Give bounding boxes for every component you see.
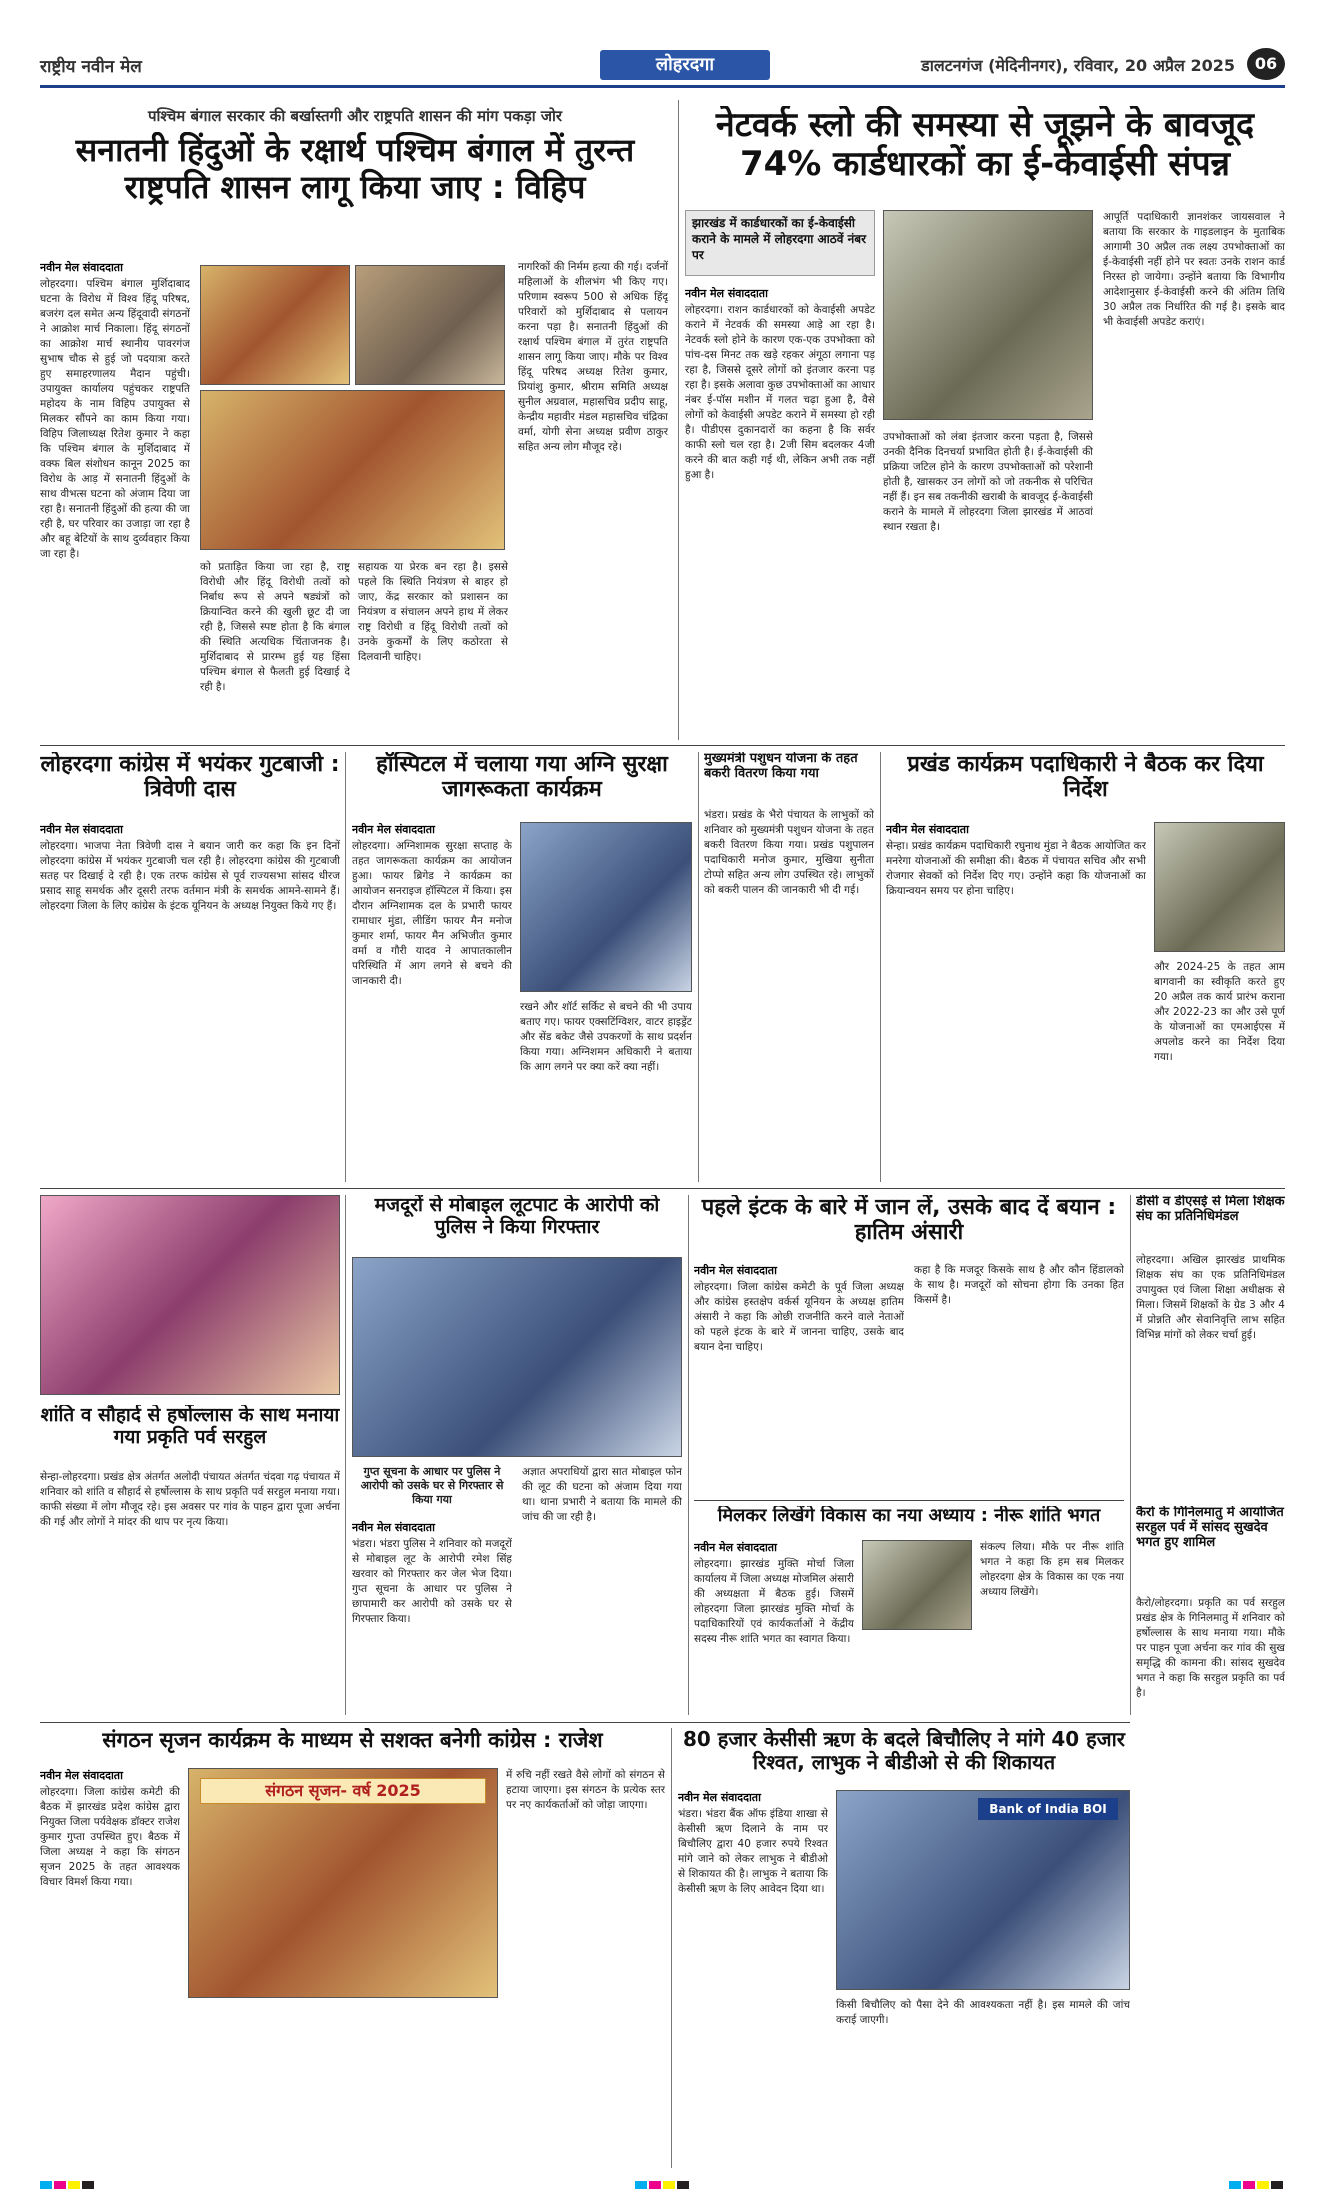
column-divider <box>880 752 881 1182</box>
byline: नवीन मेल संवाददाता <box>40 823 123 836</box>
story-body-2: किसी बिचौलिए को पैसा देने की आवश्यकता नहीं है। इस मामले की जांच कराई जाएगी। <box>836 1999 1130 2026</box>
story-body-col2: को प्रताड़ित किया जा रहा है, राष्ट्र विरोधी और हिंदू विरोधी तत्वों को निर्बाध रूप से अपने षड्यंत्रों को क्रियान्वित करने की खुली छूट दी जा रही है, जिससे स्पष्ट होता है कि बंगाल की स्थिति अत्यधिक चिंताजनक है। मुर्शिदाबाद से प्रारम्भ हुई यह हिंसा पश्चिम बंगाल से फैलती हुई दिखाई दे रही है। <box>200 561 350 693</box>
column-divider <box>345 752 346 1182</box>
byline: नवीन मेल संवाददाता <box>678 1791 761 1804</box>
column-divider <box>688 1195 689 1715</box>
story-vhp <box>40 100 670 740</box>
story-body-col4: नागरिकों की निर्मम हत्या की गई। दर्जनों महिलाओं के शीलभंग भी किए गए। परिणाम स्वरूप 500 से अधिक हिंदू परिवारों को मुर्शिदाबाद से पलायन करना पड़ा है। सनातनी हिंदुओं की रक्षार्थ पश्चिम बंगाल में तुरंत राष्ट्रपति शासन लागू किया जाए। मौके पर विश्व हिंदू परिषद अध्यक्ष रितेश कुमार, प्रियांशु कुमार, श्रीराम समिति अध्यक्ष सुनील अग्रवाल, महासचिव प्रदीप साहू, केन्द्रीय महावीर मंडल महासचिव चंद्रिका वर्मा, योगी सेना अध्यक्ष प्रवीण ठाकुर सहित अन्य लोग मौजूद रहे। <box>518 261 668 453</box>
story-kcc-bribe <box>678 1728 1130 2168</box>
byline: नवीन मेल संवाददाता <box>694 1264 777 1277</box>
story-headline: पहले इंटक के बारे में जान लें, उसके बाद दें बयान : हातिम अंसारी <box>701 1195 1117 1246</box>
story-body-col2: उपभोक्ताओं को लंबा इंतजार करना पड़ता है, जिससे उनकी दैनिक दिनचर्या प्रभावित होती है। ई-केवाईसी की प्रक्रिया जटिल होने के कारण उपभोक्ताओं को परेशानी होती है, खासकर उन लोगों को जो तकनीक से परिचित नहीं हैं। इन सब तकनीकी खराबी के बावजूद ई-केवाईसी कराने के मामले में लोहरदगा जिला झारखंड में आठवां स्थान रखता है। <box>883 431 1093 533</box>
body-text: सेन्हा। प्रखंड कार्यक्रम पदाधिकारी रघुनाथ मुंडा ने बैठक आयोजित कर मनरेगा योजनाओं की समीक्षा की। बैठक में पंचायत सचिव और सभी रोजगार सेवकों को निर्देश दिए गए। उन्होंने कहा कि योजनाओं का क्रियान्वयन समय पर होना चाहिए। <box>886 840 1146 897</box>
story-headline: प्रखंड कार्यक्रम पदाधिकारी ने बैठक कर दिया निर्देश <box>907 752 1264 803</box>
body-text: भंडरा। भंडरा पुलिस ने शनिवार को मजदूरों से मोबाइल लूट के आरोपी रमेश सिंह खरवार को गिरफ्तार कर जेल भेज दिया। गुप्त सूचना के आधार पर पुलिस ने छापामारी कर आरोपी को उसके घर से गिरफ्तार किया। <box>352 1538 512 1625</box>
story-headline: शांति व सौहार्द से हर्षोल्लास के साथ मनाया गया प्रकृति पर्व सरहुल <box>40 1405 340 1448</box>
story-body <box>694 1540 854 1712</box>
story-body <box>694 1263 904 1491</box>
registration-swatches-center <box>635 2174 691 2193</box>
story-fire-safety <box>352 752 692 1182</box>
story-jmm-meeting <box>694 1506 1124 1716</box>
story-body <box>352 822 512 1177</box>
body-text: लोहरदगा। झारखंड मुक्ति मोर्चा जिला कार्यालय में जिला अध्यक्ष मोजमिल अंसारी की अध्यक्षता में बैठक हुई। जिसमें लोहरदगा जिला झारखंड मुक्ति मोर्चा के पदाधिकारियों एवं कार्यकर्ताओं ने केंद्रीय सदस्य नीरू शांति भगत का स्वागत किया। <box>694 1558 854 1645</box>
story-headline: मिलकर लिखेंगे विकास का नया अध्याय : नीरू शांति भगत <box>717 1506 1101 1526</box>
section-divider <box>40 1188 1285 1189</box>
story-headline: 80 हजार केसीसी ऋण के बदले बिचौलिए ने मांगे 40 हजार रिश्वत, लाभुक ने बीडीओ से की शिकायत <box>683 1728 1125 1774</box>
story-body-2: में रुचि नहीं रखते वैसे लोगों को संगठन से हटाया जाएगा। इस संगठन के प्रत्येक स्तर पर नए कार्यकर्ताओं को जोड़ा जाएगा। <box>506 1769 665 1811</box>
body-text: भंडरा। भंडरा बैंक ऑफ इंडिया शाखा से केसीसी ऋण दिलाने के नाम पर बिचौलिए द्वारा 40 हजार रुपये रिश्वत मांगे जाने को लेकर लाभुक ने बीडीओ से शिकायत की है। लाभुक ने बताया कि केसीसी ऋण के लिए आवेदन दिया था। <box>678 1808 828 1895</box>
story-mobile-robbery-arrest <box>352 1195 682 1715</box>
photo-sarhul-dance <box>40 1195 340 1395</box>
photo-protest-march <box>355 265 505 385</box>
story-body <box>40 1768 180 2164</box>
print-registration-strip <box>40 2177 1285 2189</box>
story-body <box>40 822 340 1177</box>
story-headline: नेटवर्क स्लो की समस्या से जूझने के बावजूद 74% कार्डधारकों का ई-केवाईसी संपन्न <box>715 106 1255 185</box>
story-body-2: और 2024-25 के तहत आम बागवानी का स्वीकृति करते हुए 20 अप्रैल तक कार्य प्रारंभ कराना और 2022-23 का और उसे पूर्ण के योजनाओं का एमआईएस में अपलोड करने का निर्देश दिया गया। <box>1154 961 1285 1063</box>
story-headline: डीसी व डीएसई से मिला शिक्षक संघ का प्रतिनिधिमंडल <box>1136 1195 1285 1224</box>
story-body-2: संकल्प लिया। मौके पर नीरू शांति भगत ने कहा कि हम सब मिलकर लोहरदगा क्षेत्र के विकास का एक नया अध्याय लिखेंगे। <box>980 1541 1124 1598</box>
story-headline: मुख्यमंत्री पशुधन योजना के तहत बकरी वितरण किया गया <box>704 752 858 781</box>
story-teachers-union <box>1136 1195 1285 1495</box>
byline: नवीन मेल संवाददाता <box>694 1541 777 1554</box>
section-divider <box>40 1722 1130 1723</box>
story-body-col3: आपूर्ति पदाधिकारी ज्ञानशंकर जायसवाल ने बताया कि सरकार के गाइडलाइन के मुताबिक आगामी 30 अप्रैल तक लक्ष्य उपभोक्ताओं का ई-केवाईसी नहीं होने पर स्वतः उनके राशन कार्ड निरस्त हो जायेगा। उन्होंने बताया कि विभागीय आदेशानुसार ई-केवाईसी करने की अंतिम तिथि 30 अप्रैल तक निर्धारित की गई है। इसके बाद भी केवाईसी अपडेट कराएं। <box>1103 211 1285 328</box>
photo-memorandum <box>200 265 350 385</box>
story-sarhul-festival <box>40 1195 340 1715</box>
banner-sangathan-srijan: संगठन सृजन- वर्ष 2025 <box>200 1778 486 1804</box>
masthead <box>40 48 1285 88</box>
story-intuc-statement <box>694 1195 1124 1495</box>
story-body: भंडरा। प्रखंड के भैरो पंचायत के लाभुकों को शनिवार को मुख्यमंत्री पशुधन योजना के तहत बकरी वितरण किया गया। प्रखंड पशुपालन पदाधिकारी मनोज कुमार, मुखिया सुनीता टोप्पो सहित अन्य लोग उपस्थित रहे। लाभुकों को बकरी पालन की जानकारी भी दी गई। <box>704 809 874 896</box>
section-divider <box>694 1500 1124 1501</box>
column-divider <box>1130 1195 1131 1715</box>
byline: नवीन मेल संवाददाता <box>685 287 768 300</box>
column-divider <box>698 752 699 1182</box>
story-body-col1 <box>40 260 190 730</box>
story-headline: लोहरदगा कांग्रेस में भयंकर गुटबाजी : त्रिवेणी दास <box>40 752 340 803</box>
story-body: लोहरदगा। अखिल झारखंड प्राथमिक शिक्षक संघ का एक प्रतिनिधिमंडल उपायुक्त एवं जिला शिक्षा अधीक्षक से मिला। जिसमें शिक्षकों के ग्रेड 3 और 4 में प्रोन्नति और सेवानिवृत्ति लाभ सहित विभिन्न मांगों को लेकर चर्चा हुई। <box>1136 1254 1285 1341</box>
story-sarhul-mp <box>1136 1506 1285 2166</box>
photo-arrest <box>352 1257 682 1457</box>
story-body-2: अज्ञात अपराधियों द्वारा सात मोबाइल फोन की लूट की घटना को अंजाम दिया गया था। थाना प्रभारी ने बताया कि मामले की जांच की जा रही है। <box>522 1466 682 1523</box>
paper-name: राष्ट्रीय नवीन मेल <box>40 57 142 77</box>
column-divider <box>678 100 679 740</box>
registration-swatches-right <box>1229 2174 1285 2193</box>
body-text: लोहरदगा। जिला कांग्रेस कमेटी के पूर्व जिला अध्यक्ष और कांग्रेस हस्तक्षेप वर्कर्स यूनियन के अध्यक्ष हातिम अंसारी ने कहा कि ओछी राजनीति करने वाले नेताओं को पहले इंटक के बारे में जानना चाहिए, उसके बाद बयान देना चाहिए। <box>694 1281 904 1353</box>
story-goat-distribution <box>704 752 874 1182</box>
story-body-col1 <box>685 286 875 736</box>
story-congress-organization <box>40 1728 665 2168</box>
photo-jmm-leaders <box>862 1540 972 1630</box>
photo-caption: गुप्त सूचना के आधार पर पुलिस ने आरोपी को उसके घर से गिरफ्तार से किया गया <box>360 1465 504 1506</box>
story-body: सेन्हा-लोहरदगा। प्रखंड क्षेत्र अंतर्गत अलोदी पंचायत अंतर्गत चंदवा गढ़ पंचायत में शनिवार को शांति व सौहार्द से हर्षोल्लास के साथ प्रकृति पर्व सरहुल मनाया गया। काफी संख्या में लोग मौजूद रहे। इस अवसर पर गांव के पाहन द्वारा पूजा अर्चना की गई और लोगों ने मांदर की थाप पर नृत्य किया। <box>40 1471 340 1528</box>
byline: नवीन मेल संवाददाता <box>40 1769 123 1782</box>
column-divider <box>345 1195 346 1715</box>
bank-signboard: Bank of India BOI <box>978 1798 1118 1820</box>
byline: नवीन मेल संवाददाता <box>352 1521 435 1534</box>
story-kicker: पश्चिम बंगाल सरकार की बर्खास्तगी और राष्ट्रपति शासन की मांग पकड़ा जोर <box>147 107 562 125</box>
story-congress-factionalism <box>40 752 340 1182</box>
photo-meeting <box>1154 822 1285 952</box>
byline: नवीन मेल संवाददाता <box>40 261 123 274</box>
body-text: लोहरदगा। जिला कांग्रेस कमेटी की बैठक में झारखंड प्रदेश कांग्रेस द्वारा नियुक्त जिला पर्यवेक्षक डॉक्टर राजेश कुमार गुप्ता उपस्थित हुए। बैठक में जिला अध्यक्ष ने कहा कि संगठन सृजन 2025 के तहत आवश्यक विचार विमर्श किया गया। <box>40 1786 180 1888</box>
photo-fire-drill <box>520 822 692 992</box>
body-text: लोहरदगा। भाजपा नेता त्रिवेणी दास ने बयान जारी कर कहा कि इन दिनों लोहरदगा कांग्रेस में भयंकर गुटबाजी चल रही है। लोहरदगा कांग्रेस की गुटबाजी सतह पर दिखाई दे रही है। एक तरफ कांग्रेस से पूर्व राज्यसभा सांसद धीरज प्रसाद साहू समर्थक और दूसरी तरफ वर्तमान मंत्री के समर्थक आमने-सामने हैं। लोहरदगा जिला के लिए कांग्रेस के इंटक यूनियन के अध्यक्ष नियुक्त किये गए हैं। <box>40 840 340 912</box>
photo-bank-branch <box>836 1790 1130 1990</box>
story-body-2: रखने और शॉर्ट सर्किट से बचने की भी उपाय बताए गए। फायर एक्सटिंग्विशर, वाटर हाइड्रेंट और सेंड बकेट जैसे उपकरणों के साथ प्रदर्शन किया गया। अग्निशमन अधिकारी ने बताया कि आग लगने पर क्या करें क्या नहीं। <box>520 1001 692 1073</box>
page-number: 06 <box>1247 48 1285 80</box>
story-headline: कैरो के गिनिलमातु में आयोजित सरहुल पर्व में सांसद सुखदेव भगत हुए शामिल <box>1136 1506 1284 1550</box>
story-headline: मजदूरों से मोबाइल लूटपाट के आरोपी को पुलिस ने किया गिरफ्तार <box>374 1195 660 1238</box>
story-body: कैरो/लोहरदगा। प्रकृति का पर्व सरहुल प्रखंड क्षेत्र के गिनिलमातु में शनिवार को हर्षोल्लास के साथ मनाया गया। मौके पर पाहन पूजा अर्चना कर गांव की सुख समृद्धि की कामना की। सांसद सुखदेव भगत ने कहा कि सरहुल प्रकृति का पर्व है। <box>1136 1597 1285 1699</box>
story-ekyc <box>685 100 1285 740</box>
body-text: लोहरदगा। पश्चिम बंगाल मुर्शिदाबाद घटना के विरोध में विश्व हिंदू परिषद, बजरंग दल समेत अन्य हिंदूवादी संगठनों ने आक्रोश मार्च निकाला। हिंदू संगठनों का आक्रोश मार्च स्थानीय पावरगंज सुभाष चौक से हुई जो पदयात्रा करते हुए समाहरणालय मैदान पहुंची। उपायुक्त कार्यालय पहुंचकर राष्ट्रपति महोदय के नाम विहिप उपायुक्त से मिलकर सौंपने का काम किया गया। विहिप जिलाध्यक्ष रितेश कुमार ने कहा कि पश्चिम बंगाल के मुर्शिदाबाद में वक्फ बिल संशोधन कानून 2025 का विरोध के आड़ में सनातनी हिंदुओं के साथ वीभत्स घटना को अंजाम दिया जा रहा है। सनातनी हिंदुओं की हत्या की जा रही है, घर परिवार का उजाड़ा जा रहा है और बहू बेटियों के साथ दुर्व्यवहार किया जा रहा है। <box>40 278 190 560</box>
story-body-2: कहा है कि मजदूर किसके साथ है और कौन हिंडालको के साथ है। मजदूरों को सोचना होगा कि उनका हित किसमें है। <box>914 1264 1124 1306</box>
byline: नवीन मेल संवाददाता <box>886 823 969 836</box>
section-label: लोहरदगा <box>600 50 770 80</box>
byline: नवीन मेल संवाददाता <box>352 823 435 836</box>
story-headline: संगठन सृजन कार्यक्रम के माध्यम से सशक्त बनेगी कांग्रेस : राजेश <box>102 1728 603 1752</box>
photo-officer-portrait <box>883 210 1093 420</box>
story-body <box>886 822 1146 1177</box>
section-divider <box>40 745 1285 746</box>
column-divider <box>671 1728 672 2168</box>
photo-crowd <box>200 390 505 550</box>
story-body <box>352 1520 512 1710</box>
story-headline: सनातनी हिंदुओं के रक्षार्थ पश्चिम बंगाल में तुरन्त राष्ट्रपति शासन लागू किया जाए : विहिप <box>75 132 635 206</box>
body-text: लोहरदगा। राशन कार्डधारकों को केवाईसी अपडेट कराने में नेटवर्क की समस्या आड़े आ रहा है। नेटवर्क स्लो होने के कारण एक-एक उपभोक्ता को पांच-दस मिनट तक खड़े रहकर अंगूठा लगाना पड़ रहा है, जिससे दूसरे लोगों को इंतजार करना पड़ रहा है। इसके अलावा कुछ उपभोक्ताओं का आधार नंबर ई-पॉस मशीन में गलत चढ़ा हुआ है, वैसे लोगों को केवाईसी अपडेट कराने में समस्या हो रही है। पीडीएस दुकानदारों का कहना है कि सर्वर काफी स्लो चल रहा है। 2जी सिम बदलकर 4जी करने की बात कही गई थी, लेकिन अभी तक नहीं हुआ है। <box>685 304 875 481</box>
registration-swatches-left <box>40 2174 96 2193</box>
story-body-col3: सहायक या प्रेरक बन रहा है। इससे पहले कि स्थिति नियंत्रण से बाहर हो जाए, केंद्र सरकार को प्रशासन का नियंत्रण व संचालन अपने हाथ में लेकर राष्ट्र विरोधी व हिंदू विरोधी तत्वों को उनके कुकर्मों के लिए कठोरता से दिलवानी चाहिए। <box>358 561 508 663</box>
dateline: डालटनगंज (मेदिनीनगर), रविवार, 20 अप्रैल 2025 <box>921 56 1235 75</box>
story-block-program-officer <box>886 752 1285 1182</box>
story-headline: हॉस्पिटल में चलाया गया अग्नि सुरक्षा जागरूकता कार्यक्रम <box>376 752 668 803</box>
story-body <box>678 1790 828 2164</box>
story-highlight-box: झारखंड में कार्डधारकों का ई-केवाईसी कराने के मामले में लोहरदगा आठवें नंबर पर <box>685 210 875 276</box>
body-text: लोहरदगा। अग्निशामक सुरक्षा सप्ताह के तहत जागरूकता कार्यक्रम का आयोजन हुआ। फायर ब्रिगेड ने कार्यक्रम का आयोजन सनराइज हॉस्पिटल में किया। इस दौरान अग्निशामक दल के प्रभारी फायर रामाधार मुंडा, लीडिंग फायर मैन मनोज कुमार शर्मा, फायर मैन अभिजीत कुमार वर्मा व गौरी यादव ने आपातकालीन परिस्थिति में आग लगने से बचने की जानकारी दी। <box>352 840 512 987</box>
